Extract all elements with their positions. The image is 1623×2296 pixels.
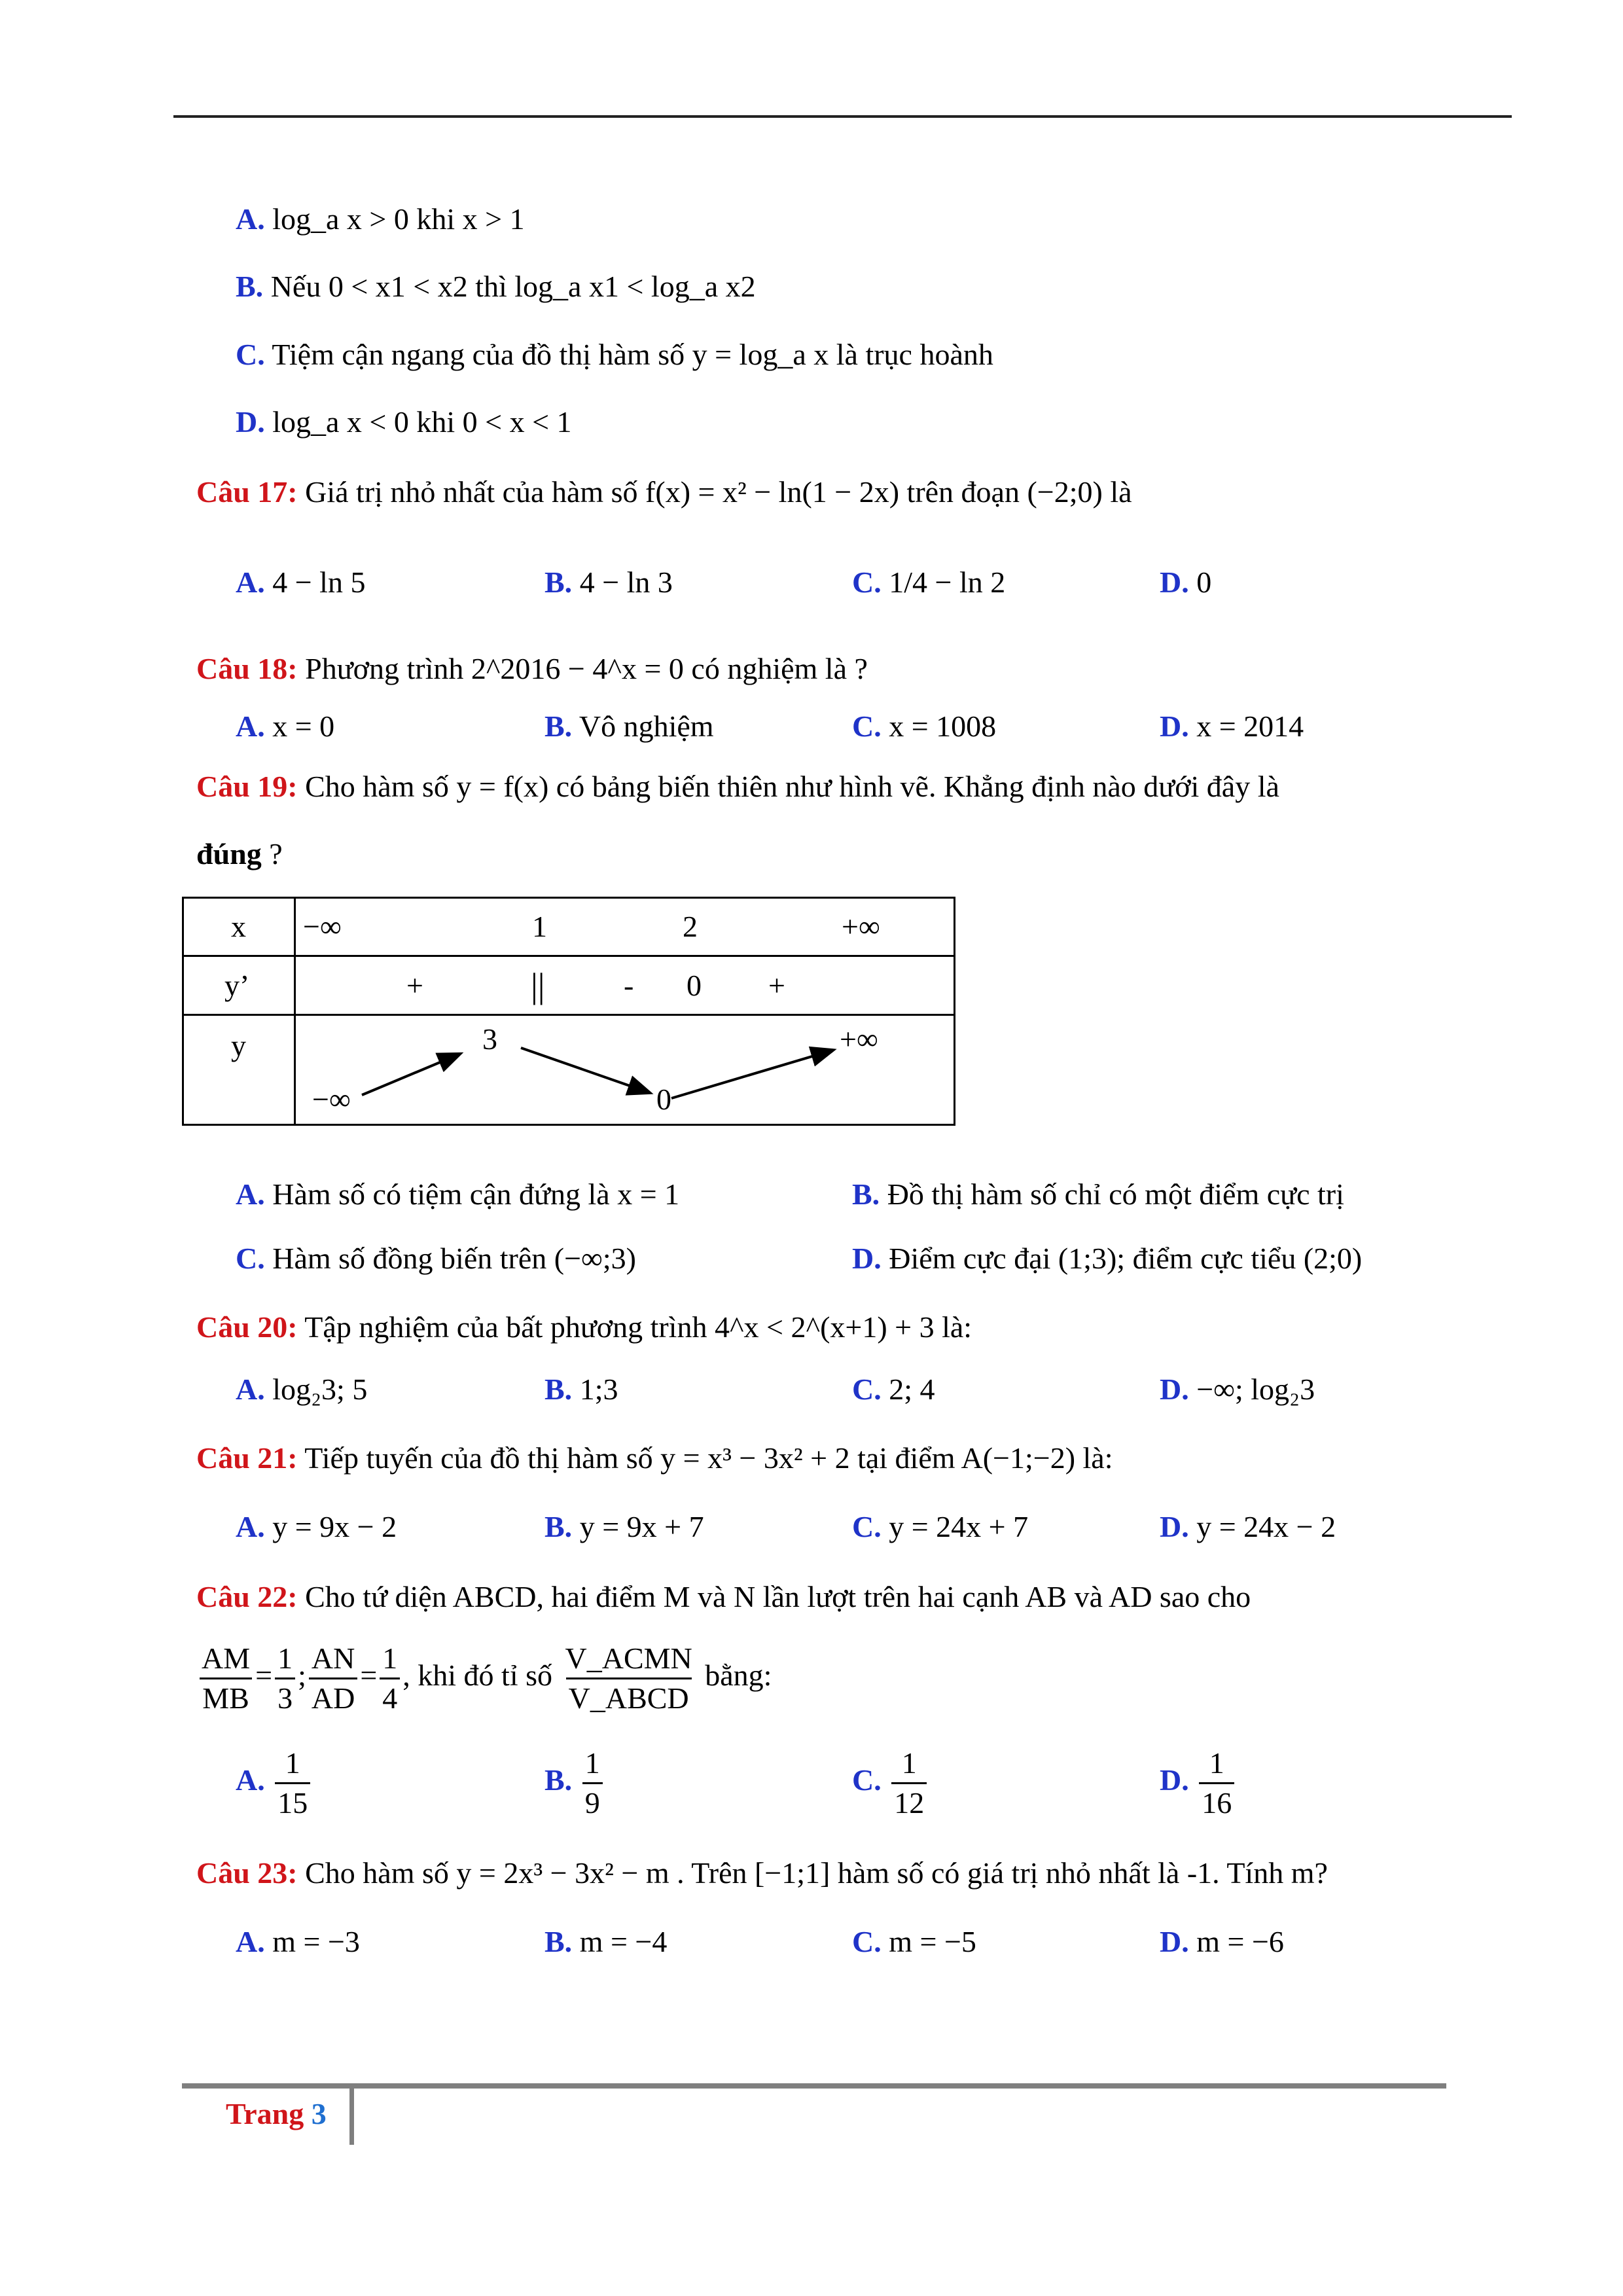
option-text: Nếu 0 < x1 < x2 thì log_a x1 < log_a x2: [270, 270, 756, 303]
footer-word: Trang: [226, 2097, 304, 2130]
question-23: Câu 23: Cho hàm số y = 2x³ − 3x² − m . Trên [−1;1] hàm số có giá trị nhỏ nhất là -1. Tính m?: [196, 1856, 1328, 1890]
fraction: $\frac{1}{4}$: [380, 1640, 400, 1717]
q18-c: C. x = 1008: [852, 709, 997, 743]
question-19-line2: đúng ?: [196, 837, 283, 870]
q17-b: B. 4 − ln 3: [544, 565, 673, 599]
increase-arrow: [362, 1054, 459, 1095]
q20-d: D. −∞; log₂3: [1160, 1372, 1315, 1406]
question-22-line2: $\frac{AM}{MB}$ = $\frac{1}{3}$ ; $\frac{AN}{AD}$ = $\frac{1}{4}$ , khi đó tỉ số $\frac{\text{V\_ACMN}}{\text{V\_ABCD}}$ bằng:: [196, 1640, 772, 1717]
question-19: Câu 19: Cho hàm số y = f(x) có bảng biến thiên như hình vẽ. Khẳng định nào dưới đây là: [196, 770, 1279, 803]
table-discontinuity: ||: [531, 966, 545, 1005]
table-y-value: +∞: [840, 1022, 878, 1056]
q23-a: A. m = −3: [236, 1925, 360, 1958]
table-sign: +: [768, 969, 785, 1002]
question-17: Câu 17: Giá trị nhỏ nhất của hàm số f(x) = x² − ln(1 − 2x) trên đoạn (−2;0) là: [196, 475, 1132, 509]
q17-c: C. 1/4 − ln 2: [852, 565, 1006, 599]
q21-d: D. y = 24x − 2: [1160, 1510, 1336, 1543]
q23-d: D. m = −6: [1160, 1925, 1284, 1958]
q20-b: B. 1;3: [544, 1372, 618, 1406]
table-yprime-label: y’: [224, 969, 250, 1002]
q17-d: D. 0: [1160, 565, 1212, 599]
page-number: 3: [311, 2097, 327, 2130]
option-c: C. Tiệm cận ngang của đồ thị hàm số y = log_a x là trục hoành: [236, 338, 993, 371]
q18-d: D. x = 2014: [1160, 709, 1304, 743]
table-x-value: 1: [532, 910, 547, 943]
question-21: Câu 21: Tiếp tuyến của đồ thị hàm số y = x³ − 3x² + 2 tại điểm A(−1;−2) là:: [196, 1441, 1113, 1475]
footer-divider: [349, 2086, 354, 2145]
table-y-value: 3: [482, 1022, 497, 1056]
table-arrows: [184, 899, 954, 1124]
q22-c: C. $\frac{1}{12}$: [852, 1744, 929, 1822]
q20-c: C. 2; 4: [852, 1372, 935, 1406]
decrease-arrow: [521, 1048, 649, 1092]
table-x-label: x: [231, 910, 246, 943]
fraction: $\frac{AM}{MB}$: [199, 1640, 253, 1717]
q17-a: A. 4 − ln 5: [236, 565, 366, 599]
option-a: A. log_a x > 0 khi x > 1: [236, 202, 525, 236]
q19-b: B. Đồ thị hàm số chỉ có một điểm cực trị: [852, 1177, 1344, 1211]
q22-b: B. $\frac{1}{9}$: [544, 1744, 605, 1822]
fraction: $\frac{\text{V\_ACMN}}{\text{V\_ABCD}}$: [563, 1640, 695, 1717]
question-22: Câu 22: Cho tứ diện ABCD, hai điểm M và N lần lượt trên hai cạnh AB và AD sao cho: [196, 1580, 1251, 1613]
q18-a: A. x = 0: [236, 709, 335, 743]
q20-a: A. log₂3; 5: [236, 1372, 368, 1406]
q21-c: C. y = 24x + 7: [852, 1510, 1029, 1543]
table-x-value: −∞: [303, 910, 342, 943]
q19-d: D. Điểm cực đại (1;3); điểm cực tiểu (2;0): [852, 1242, 1363, 1275]
option-d: D. log_a x < 0 khi 0 < x < 1: [236, 405, 572, 439]
fraction: $\frac{AN}{AD}$: [309, 1640, 357, 1717]
q18-b: B. Vô nghiệm: [544, 709, 714, 743]
table-x-value: 2: [683, 910, 698, 943]
q22-d: D. $\frac{1}{16}$: [1160, 1744, 1237, 1822]
option-text: log_a x > 0 khi x > 1: [272, 202, 525, 236]
q19-c: C. Hàm số đồng biến trên (−∞;3): [236, 1242, 636, 1275]
table-x-value: +∞: [842, 910, 880, 943]
table-sign: +: [406, 969, 423, 1002]
fraction: $\frac{1}{15}$: [275, 1744, 310, 1822]
fraction: $\frac{1}{9}$: [582, 1744, 603, 1822]
fraction: $\frac{1}{16}$: [1199, 1744, 1234, 1822]
header-rule: [173, 115, 1512, 118]
question-20: Câu 20: Tập nghiệm của bất phương trình 4^x < 2^(x+1) + 3 là:: [196, 1310, 972, 1344]
table-sign: 0: [687, 969, 702, 1002]
table-sign: -: [624, 969, 634, 1002]
variation-table: [182, 897, 955, 1126]
q23-b: B. m = −4: [544, 1925, 668, 1958]
fraction: $\frac{1}{12}$: [891, 1744, 927, 1822]
fraction: $\frac{1}{3}$: [275, 1640, 295, 1717]
q23-c: C. m = −5: [852, 1925, 976, 1958]
q21-b: B. y = 9x + 7: [544, 1510, 704, 1543]
q19-a: A. Hàm số có tiệm cận đứng là x = 1: [236, 1177, 680, 1211]
option-text: Tiệm cận ngang của đồ thị hàm số y = log_a x là trục hoành: [272, 338, 993, 371]
question-18: Câu 18: Phương trình 2^2016 − 4^x = 0 có nghiệm là ?: [196, 652, 868, 685]
table-y-value: −∞: [312, 1083, 351, 1116]
table-y-value: 0: [656, 1083, 671, 1116]
q21-a: A. y = 9x − 2: [236, 1510, 397, 1543]
table-y-label: y: [231, 1029, 246, 1062]
option-text: log_a x < 0 khi 0 < x < 1: [272, 405, 572, 439]
increase-arrow: [671, 1050, 832, 1098]
q22-a: A. $\frac{1}{15}$: [236, 1744, 313, 1822]
footer-rule: [182, 2083, 1446, 2089]
option-b: B. Nếu 0 < x1 < x2 thì log_a x1 < log_a x2: [236, 270, 756, 303]
page-footer: [226, 2094, 327, 2134]
